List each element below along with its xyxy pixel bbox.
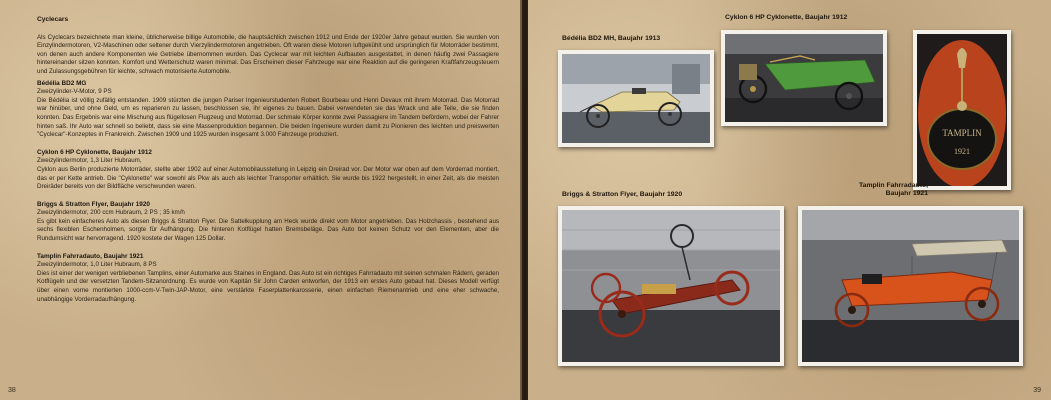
- section-title: Briggs & Stratton Flyer, Baujahr 1920: [37, 200, 150, 208]
- caption-cyklon: Cyklon 6 HP Cyklonette, Baujahr 1912: [725, 14, 848, 21]
- page-number-right: 39: [1033, 387, 1041, 394]
- section-subtitle: Zweizylindermotor, 200 ccm Hubraum, 2 PS ; 35 km/h: [37, 209, 185, 217]
- photo-tamplin-badge: [913, 30, 1011, 190]
- section-text: Es gibt kein einfacheres Auto als diesen Briggs & Stratton Flyer. Die Sattelkupplung am Heck wurde direkt vom Motor angetrieben. Das Holzchassis , bestehend aus sechs flexiblen Eschenholmen, sorgte für Aufhängung. Die hinteren Kotflügel hatten Bremsbeläge. Das Auto bot keinen Schutz vor den Elementen, aber die Rundumsicht war hervorragend. 1920 kostete der Wagen 125 Dollar.: [37, 217, 499, 243]
- section-subtitle: Zweizylindermotor, 1,3 Liter Hubraum,: [37, 157, 142, 165]
- photo-bedelia: [558, 50, 714, 147]
- bedelia-car-image: [562, 54, 710, 143]
- photo-cyklon: [721, 30, 887, 126]
- text-column: [37, 16, 499, 313]
- section-subtitle: Zweizylinder-V-Motor, 9 PS: [37, 88, 112, 96]
- section-text: Die Bédélia ist völlig zufällig entstanden. 1909 stürzten die jungen Pariser Ingenieurstudenten Robert Bourbeau und Henri Devaux mit ihrem Motorrad. Das Motorrad war hinüber, und ohne Geld, um es reparieren zu lassen, beschlossen sie, ihr eigenes zu bauen. Dabei verwendeten sie das Wrack und alle Teile, die sie finden konnten. Das Ergebnis war eine Mischung aus flügellosen Flugzeug und Motorrad. Der schmale Körper konnte zwei Passagiere im Tandem befördern, wobei der Fahrer hinten saß. Ihr Auto war schnell so beliebt, dass sie eine Massenproduktion begannen. Die beiden Ingenieure wurden damit zu Pionieren des leichten und preiswerten "Cyclecar"-Konzeptes in Frankreich. Zwischen 1909 und 1925 wurden insgesamt 3.000 Fahrzeuge produziert.: [37, 96, 499, 139]
- right-page: [528, 0, 1051, 400]
- page-number-left: 38: [8, 387, 16, 394]
- caption-bedelia: Bédélia BD2 MH, Baujahr 1913: [562, 35, 661, 42]
- left-page: [0, 0, 522, 400]
- tamplin-badge-image: [917, 34, 1007, 186]
- section-bedelia: [37, 80, 499, 140]
- section-title: Tamplin Fahrradauto, Baujahr 1921: [37, 252, 144, 260]
- intro-paragraph: Als Cyclecars bezeichnete man kleine, üblicherweise billige Automobile, die hauptsächlich zwischen 1912 und Ende der 1920er Jahre gebaut wurden. Sie wurden von Einzylindermotoren, V2-Maschinen oder seltener durch Vierzylindermotoren angetrieben. Oft waren diese Motoren luftgekühlt und ursprünglich für Motorräder bestimmt, von denen auch andere Komponenten wie Getriebe übernommen wurden. Das Cyclecar war mit leichten Aufbauten ausgestattet, in denen häufig zwei Passagiere hintereinander sitzen konnten. Komfort und Wetterschutz waren minimal. Das Erscheinen dieser Fahrzeuge war eine Reaktion auf die geringeren Kraftfahrzeugsteuern und Zulassungsgebühren für leichte, schwach motorisierte Automobile.: [37, 33, 499, 75]
- caption-tamplin-line1: Tamplin Fahrradauto,: [859, 182, 928, 189]
- cyklon-car-image: [725, 34, 883, 122]
- section-cyklon: [37, 149, 499, 192]
- badge-year-text: 1921: [954, 147, 970, 156]
- section-title: Bédélia BD2 MG: [37, 79, 87, 87]
- caption-tamplin: [828, 182, 928, 198]
- section-briggs: [37, 201, 499, 244]
- section-text: Cyklon aus Berlin produzierte Motorräder, stellte aber 1902 auf einer Automobilausstellung in Leipzig ein Dreirad vor. Der Motor war oben auf dem Vorderrad montiert, das er per Kette antrieb. Die "Cyklonette" war sowohl als Pkw als auch als leichter Transporter erhältlich. Sie wurde bis 1922 hergestellt, in einer Zeit, als die meisten Dreiräder bereits von der Bildfläche verschwunden waren.: [37, 165, 499, 191]
- section-tamplin: [37, 253, 499, 305]
- photo-briggs: [558, 206, 784, 366]
- page-heading: Cyclecars: [37, 16, 69, 23]
- briggs-car-image: [562, 210, 780, 362]
- section-text: Dies ist einer der wenigen verbliebenen Tamplins, einer Automarke aus Staines in England. Das Auto ist ein richtiges Fahrradauto mit seinen schmalen Rädern, geraden Kotflügeln und der versetzten Tandem-Sitzanordnung. Es wurde von Kapitän Sir John Carden entworfen, der 1913 ein erstes Auto gebaut hat. Dieses Modell verfügt über einen vorne montierten 1000-ccm-V-Twin-JAP-Motor, eine verstärkte Faserplattenkarosserie, einen einfachen Riemenantrieb und eine eher schwache, unabhängige Vorderradaufhängung.: [37, 269, 499, 303]
- section-subtitle: Zweizylindermotor, 1,0 Liter Hubraum, 8 PS: [37, 261, 157, 269]
- photo-tamplin-car: [798, 206, 1023, 366]
- caption-briggs: Briggs & Stratton Flyer, Baujahr 1920: [562, 191, 683, 198]
- caption-tamplin-line2: Baujahr 1921: [885, 190, 928, 197]
- section-title: Cyklon 6 HP Cyklonette, Baujahr 1912: [37, 148, 152, 156]
- badge-name-text: TAMPLIN: [942, 128, 982, 138]
- tamplin-car-image: [802, 210, 1019, 362]
